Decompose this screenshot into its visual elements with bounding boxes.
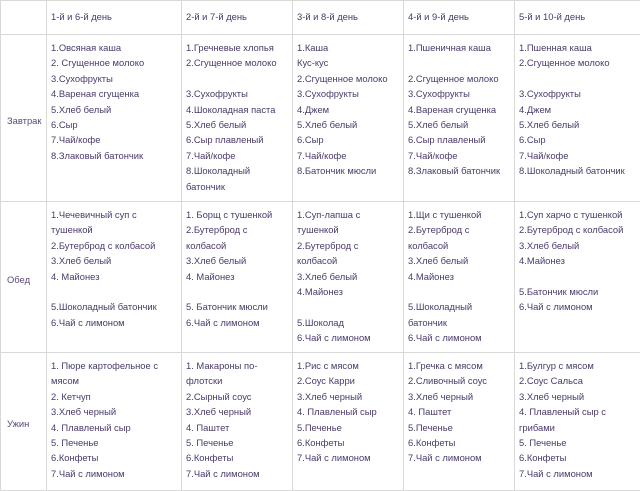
menu-item-line: 7.Чай/кофе — [408, 148, 511, 163]
menu-item-line: 1.Овсяная каша — [51, 40, 178, 55]
menu-item-line: 4.Майонез — [297, 284, 400, 299]
menu-item-line: 1.Пшеничная каша — [408, 40, 511, 55]
menu-item-line: 2.Соус Сальса — [519, 373, 637, 388]
menu-item-line: 3.Хлеб белый — [297, 269, 400, 284]
menu-item-line: 1. Борщ с тушенкой — [186, 207, 289, 222]
menu-item-line: 5. Печенье — [519, 435, 637, 450]
menu-item-line: 6.Чай с лимоном — [51, 315, 178, 330]
menu-item-line: мясом — [51, 373, 178, 388]
menu-item-line: 6.Сыр — [297, 132, 400, 147]
menu-item-line: 4.Джем — [519, 102, 637, 117]
menu-cell — [47, 35, 182, 202]
menu-cell — [404, 353, 515, 491]
menu-item-line: 1.Гречка с мясом — [408, 358, 511, 373]
menu-item-line: 2.Бутерброд с — [408, 222, 511, 237]
menu-item-line: 1. Макароны по- — [186, 358, 289, 373]
menu-item-line: 6.Чай с лимоном — [519, 299, 637, 314]
menu-item-line: 7.Чай/кофе — [519, 148, 637, 163]
blank-line — [408, 55, 511, 70]
menu-cell — [182, 353, 293, 491]
menu-cell — [515, 202, 640, 353]
menu-item-line: 2. Сгущенное молоко — [51, 55, 178, 70]
blank-line — [186, 71, 289, 86]
menu-item-line: 1. Пюре картофельное с — [51, 358, 178, 373]
menu-cell — [182, 35, 293, 202]
header-corner — [1, 1, 47, 35]
menu-item-line: 7.Чай с лимоном — [51, 466, 178, 481]
menu-item-line: 5.Печенье — [408, 420, 511, 435]
menu-item-line: 5.Хлеб белый — [408, 117, 511, 132]
menu-item-line: 5.Шоколад — [297, 315, 400, 330]
menu-item-line: 3.Сухофрукты — [297, 86, 400, 101]
menu-item-line: 7.Чай с лимоном — [297, 450, 400, 465]
menu-item-line: 3.Сухофрукты — [186, 86, 289, 101]
menu-item-line: 1.Чечевичный суп с — [51, 207, 178, 222]
menu-item-line: 2. Кетчуп — [51, 389, 178, 404]
menu-item-line: флотски — [186, 373, 289, 388]
menu-item-line: грибами — [519, 420, 637, 435]
menu-item-line: 6.Конфеты — [408, 435, 511, 450]
menu-item-line: 8.Шоколадный — [186, 163, 289, 178]
menu-item-line: 5.Хлеб белый — [297, 117, 400, 132]
menu-item-line: 3.Хлеб черный — [186, 404, 289, 419]
menu-item-line: 5.Хлеб белый — [519, 117, 637, 132]
menu-item-line: 4.Вареная сгущенка — [408, 102, 511, 117]
menu-item-line: 2.Сгущенное молоко — [408, 71, 511, 86]
menu-item-line: 7.Чай с лимоном — [519, 466, 637, 481]
menu-cell — [47, 202, 182, 353]
menu-cell — [293, 202, 404, 353]
blank-line — [297, 299, 400, 314]
menu-item-line: 5.Хлеб белый — [186, 117, 289, 132]
blank-line — [519, 269, 637, 284]
menu-item-line: 1.Суп-лапша с — [297, 207, 400, 222]
dinner-row — [1, 353, 640, 491]
meal-label-breakfast: Завтрак — [1, 35, 47, 202]
menu-item-line: 5.Батончик мюсли — [519, 284, 637, 299]
menu-cell — [182, 202, 293, 353]
menu-item-line: тушенкой — [51, 222, 178, 237]
blank-line — [51, 284, 178, 299]
menu-item-line: 4. Паштет — [186, 420, 289, 435]
menu-item-line: 1.Суп харчо с тушенкой — [519, 207, 637, 222]
menu-item-line: 3.Сухофрукты — [51, 71, 178, 86]
menu-item-line: 6.Конфеты — [519, 450, 637, 465]
menu-item-line: 5. Печенье — [51, 435, 178, 450]
menu-cell — [515, 353, 640, 491]
menu-item-line: 4. Плавленый сыр с — [519, 404, 637, 419]
breakfast-row — [1, 35, 640, 202]
menu-item-line: 7.Чай с лимоном — [186, 466, 289, 481]
menu-item-line: 3.Хлеб белый — [51, 253, 178, 268]
menu-item-line: колбасой — [297, 253, 400, 268]
menu-item-line: 1.Гречневые хлопья — [186, 40, 289, 55]
menu-item-line: 4.Майонез — [408, 269, 511, 284]
menu-item-line: 1.Щи с тушенкой — [408, 207, 511, 222]
menu-item-line: 1.Булгур с мясом — [519, 358, 637, 373]
menu-cell — [404, 202, 515, 353]
menu-item-line: 8.Шоколадный батончик — [519, 163, 637, 178]
header-row — [1, 1, 640, 35]
menu-item-line: 3.Хлеб черный — [297, 389, 400, 404]
menu-item-line: 6.Конфеты — [186, 450, 289, 465]
menu-cell — [515, 35, 640, 202]
menu-item-line: батончик — [186, 179, 289, 194]
meal-label-dinner: Ужин — [1, 353, 47, 491]
menu-item-line: 5. Печенье — [186, 435, 289, 450]
menu-item-line: 3.Хлеб белый — [408, 253, 511, 268]
menu-item-line: 4.Вареная сгущенка — [51, 86, 178, 101]
menu-item-line: 2.Сгущенное молоко — [297, 71, 400, 86]
menu-cell — [293, 353, 404, 491]
menu-item-line: 5. Батончик мюсли — [186, 299, 289, 314]
menu-item-line: 6.Чай с лимоном — [408, 330, 511, 345]
blank-line — [408, 284, 511, 299]
menu-item-line: 5.Хлеб белый — [51, 102, 178, 117]
menu-item-line: тушенкой — [297, 222, 400, 237]
header-day-4-9: 4-й и 9-й день — [404, 1, 515, 35]
menu-item-line: 5.Печенье — [297, 420, 400, 435]
menu-item-line: колбасой — [186, 238, 289, 253]
menu-item-line: 6.Чай с лимоном — [186, 315, 289, 330]
menu-item-line: 3.Сухофрукты — [519, 86, 637, 101]
menu-item-line: 3.Сухофрукты — [408, 86, 511, 101]
menu-item-line: 8.Злаковый батончик — [408, 163, 511, 178]
menu-item-line: 7.Чай/кофе — [297, 148, 400, 163]
menu-item-line: 2.Сгущенное молоко — [519, 55, 637, 70]
header-day-2-7: 2-й и 7-й день — [182, 1, 293, 35]
menu-item-line: 5.Шоколадный — [408, 299, 511, 314]
menu-item-line: 2.Бутерброд с — [297, 238, 400, 253]
menu-item-line: колбасой — [408, 238, 511, 253]
menu-item-line: 4. Майонез — [51, 269, 178, 284]
menu-item-line: 2.Бутерброд с колбасой — [519, 222, 637, 237]
header-day-5-10: 5-й и 10-й день — [515, 1, 640, 35]
menu-item-line: 1.Пшенная каша — [519, 40, 637, 55]
menu-item-line: 6.Конфеты — [51, 450, 178, 465]
menu-item-line: батончик — [408, 315, 511, 330]
menu-item-line: 6.Сыр плавленый — [408, 132, 511, 147]
menu-item-line: 2.Бутерброд с колбасой — [51, 238, 178, 253]
lunch-row — [1, 202, 640, 353]
menu-item-line: 7.Чай с лимоном — [408, 450, 511, 465]
menu-item-line: 2.Бутерброд с — [186, 222, 289, 237]
menu-item-line: 6.Сыр — [519, 132, 637, 147]
menu-item-line: 3.Хлеб белый — [186, 253, 289, 268]
menu-item-line: 6.Конфеты — [297, 435, 400, 450]
menu-item-line: 3.Хлеб черный — [408, 389, 511, 404]
menu-item-line: 8.Батончик мюсли — [297, 163, 400, 178]
menu-item-line: 7.Чай/кофе — [51, 132, 178, 147]
menu-item-line: 8.Злаковый батончик — [51, 148, 178, 163]
menu-item-line: 4. Паштет — [408, 404, 511, 419]
menu-item-line: 6.Чай с лимоном — [297, 330, 400, 345]
blank-line — [519, 71, 637, 86]
menu-item-line: 6.Сыр плавленый — [186, 132, 289, 147]
meal-label-lunch: Обед — [1, 202, 47, 353]
menu-cell — [293, 35, 404, 202]
menu-item-line: 2.Сгущенное молоко — [186, 55, 289, 70]
menu-item-line: 4. Майонез — [186, 269, 289, 284]
menu-item-line: 2.Соус Карри — [297, 373, 400, 388]
menu-item-line: 5.Шоколадный батончик — [51, 299, 178, 314]
header-day-1-6: 1-й и 6-й день — [47, 1, 182, 35]
menu-cell — [404, 35, 515, 202]
menu-item-line: 3.Хлеб черный — [51, 404, 178, 419]
menu-item-line: 6.Сыр — [51, 117, 178, 132]
menu-item-line: 4. Плавленый сыр — [51, 420, 178, 435]
menu-item-line: 4.Майонез — [519, 253, 637, 268]
menu-item-line: Кус-кус — [297, 55, 400, 70]
header-day-3-8: 3-й и 8-й день — [293, 1, 404, 35]
menu-item-line: 4.Джем — [297, 102, 400, 117]
menu-item-line: 4. Плавленый сыр — [297, 404, 400, 419]
menu-item-line: 2.Сырный соус — [186, 389, 289, 404]
menu-item-line: 3.Хлеб черный — [519, 389, 637, 404]
menu-item-line: 1.Рис с мясом — [297, 358, 400, 373]
menu-item-line: 3.Хлеб белый — [519, 238, 637, 253]
menu-item-line: 7.Чай/кофе — [186, 148, 289, 163]
menu-item-line: 1.Каша — [297, 40, 400, 55]
menu-item-line: 2.Сливочный соус — [408, 373, 511, 388]
menu-item-line: 4.Шоколадная паста — [186, 102, 289, 117]
menu-cell — [47, 353, 182, 491]
blank-line — [186, 284, 289, 299]
